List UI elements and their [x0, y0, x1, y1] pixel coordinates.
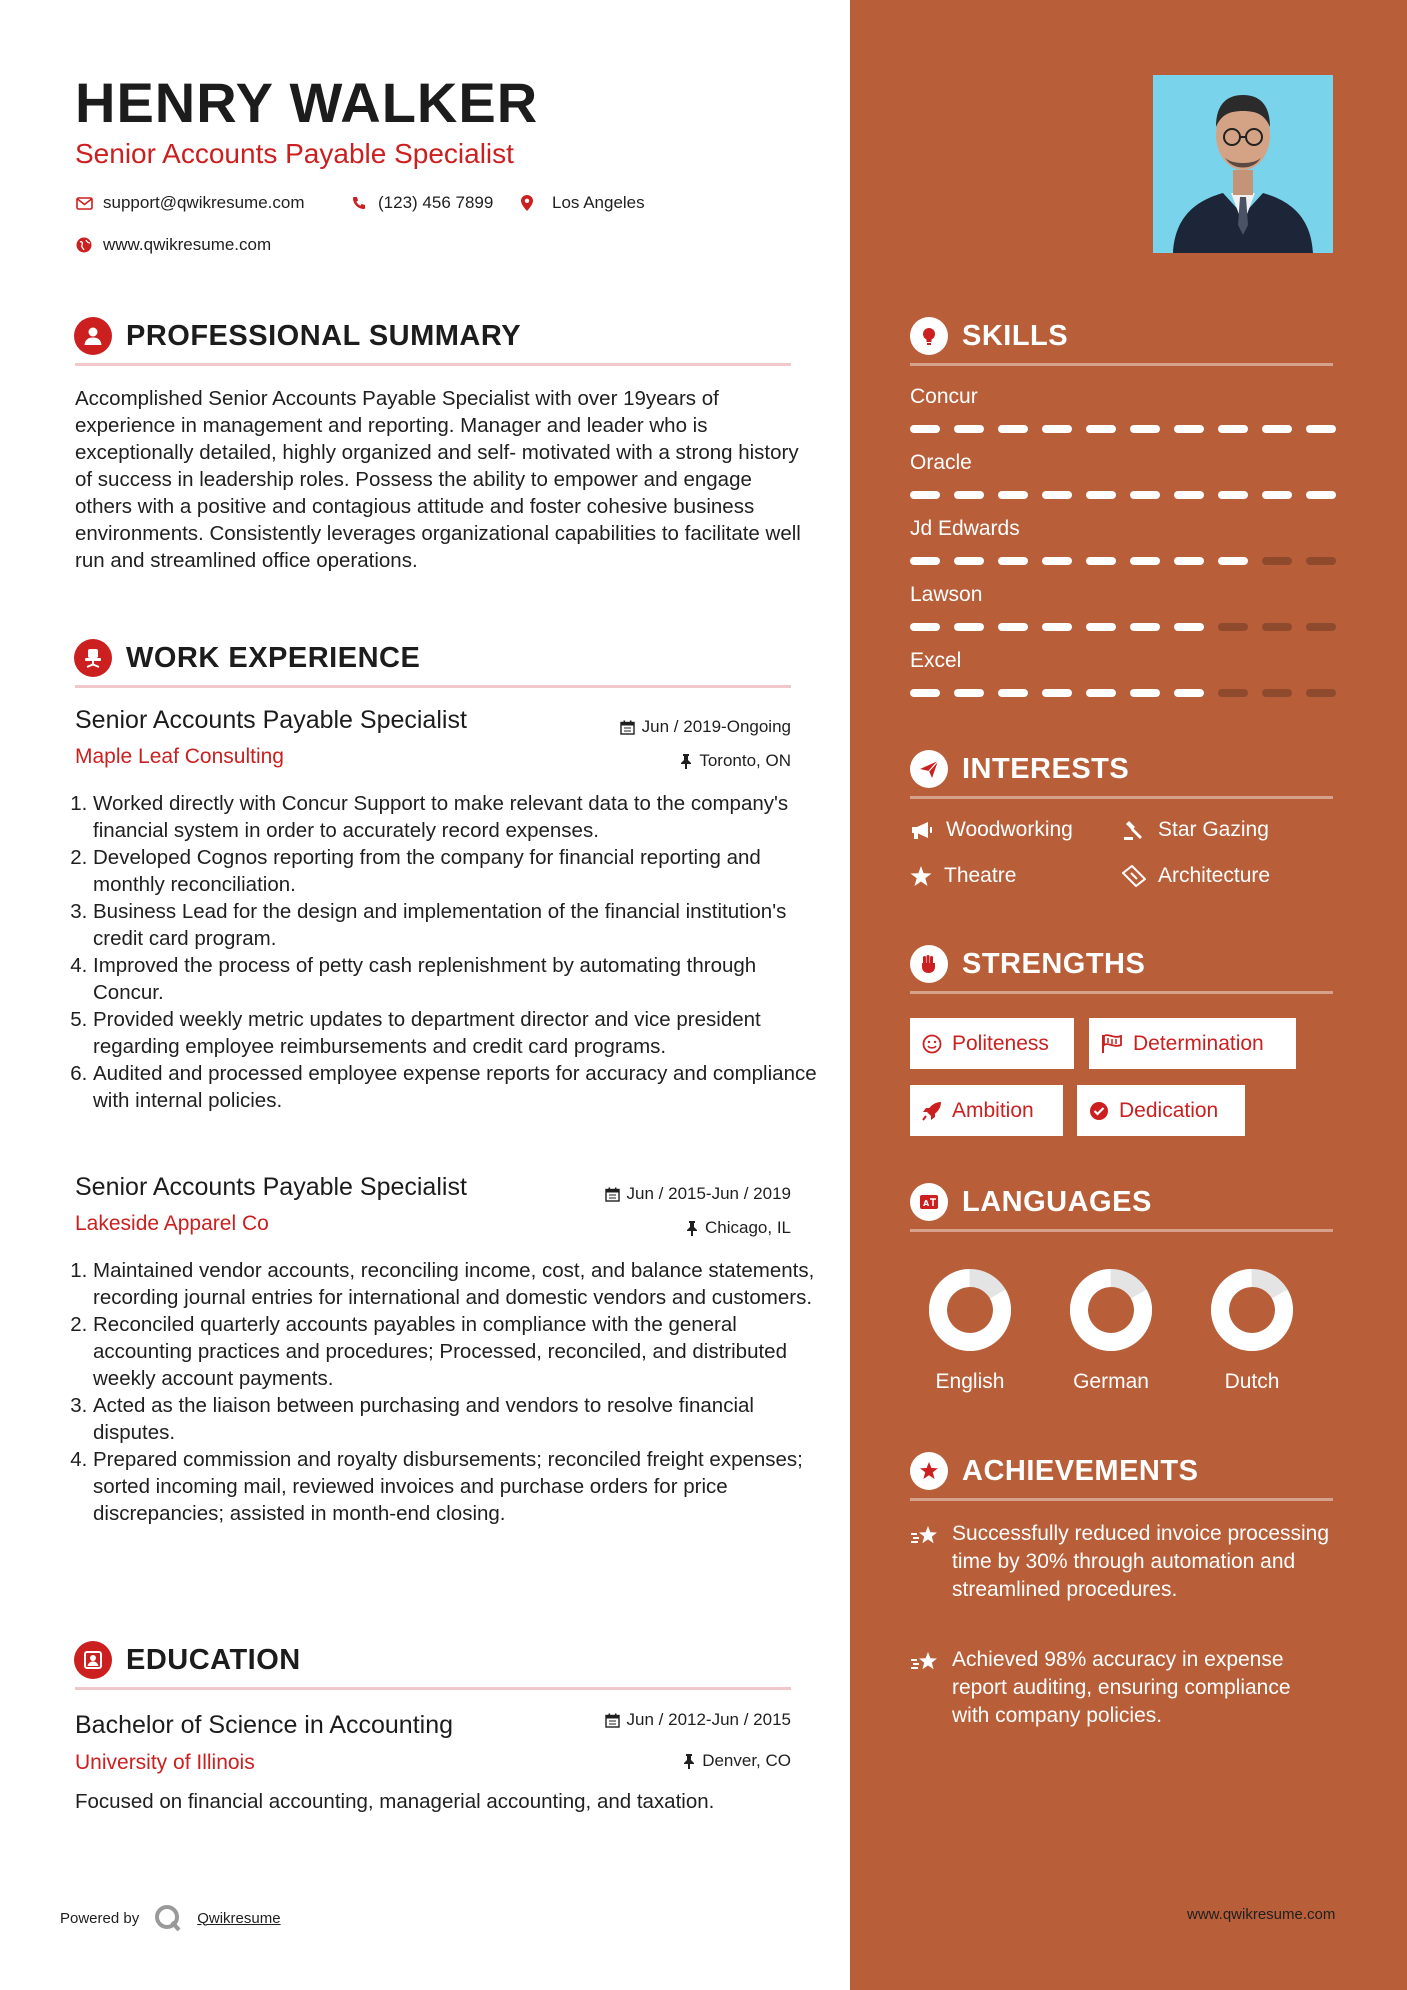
- candidate-role: Senior Accounts Payable Specialist: [75, 138, 514, 169]
- duty-item: 1. Maintained vendor accounts, reconciling income, cost, and balance statements, recording journal entries for international and domestic vendors and customers.: [93, 1257, 823, 1311]
- skill-segment: [1130, 623, 1160, 631]
- flag-icon: [1101, 1034, 1123, 1054]
- skill-segment: [1218, 425, 1248, 433]
- skill-segment: [910, 623, 940, 631]
- contact-email[interactable]: [75, 193, 305, 213]
- star-badge-icon: [910, 1452, 948, 1490]
- skill-name: Jd Edwards: [910, 517, 1020, 540]
- skill-segment: [1042, 689, 1072, 697]
- education-divider: [75, 1687, 791, 1690]
- skill-name: Lawson: [910, 583, 983, 606]
- star-icon: [910, 866, 932, 887]
- job-2-title: Senior Accounts Payable Specialist: [75, 1173, 467, 1201]
- skill-name: Excel: [910, 649, 962, 672]
- interest-item: Star Gazing: [1122, 818, 1269, 842]
- skill-segment: [910, 491, 940, 499]
- skill-segment: [1218, 491, 1248, 499]
- skill-segment: [1086, 491, 1116, 499]
- skill-segment: [1262, 689, 1292, 697]
- job-1-duties: [75, 790, 823, 1114]
- language-label: Dutch: [1224, 1370, 1280, 1393]
- skill-segment: [1306, 557, 1336, 565]
- skills-title: SKILLS: [962, 319, 1069, 352]
- skill-rating-bar: [910, 425, 1336, 433]
- summary-divider: [75, 363, 791, 366]
- education-location: Denver, CO: [560, 1751, 791, 1771]
- skill-segment: [1174, 491, 1204, 499]
- strengths-heading: [910, 945, 1145, 983]
- education-title: EDUCATION: [126, 1643, 301, 1676]
- shooting-star-icon: [910, 1524, 940, 1548]
- job-2-duties: [75, 1257, 823, 1527]
- gavel-icon: [1122, 819, 1146, 841]
- duty-item: 3. Business Lead for the design and implementation of the financial institution's credit card program.: [93, 898, 823, 952]
- skill-segment: [1130, 689, 1160, 697]
- contact-location-text: Los Angeles: [552, 193, 645, 212]
- skill-segment: [1218, 689, 1248, 697]
- megaphone-icon: [910, 820, 934, 840]
- languages-title: LANGUAGES: [962, 1185, 1152, 1218]
- skill-rating-bar: [910, 491, 1336, 499]
- skill-segment: [1306, 425, 1336, 433]
- duty-item: 4. Improved the process of petty cash replenishment by automating through Concur.: [93, 952, 823, 1006]
- achievements-heading: [910, 1452, 1198, 1490]
- svg-text:A: A: [923, 1199, 930, 1208]
- skill-segment: [998, 557, 1028, 565]
- skill-segment: [1174, 557, 1204, 565]
- strength-chip: Dedication: [1077, 1085, 1245, 1136]
- strengths-divider: [910, 991, 1333, 994]
- education-school: University of Illinois: [75, 1751, 255, 1774]
- skill-segment: [1262, 491, 1292, 499]
- achievement-item: Achieved 98% accuracy in expense report auditing, ensuring compliance with company policies.: [910, 1646, 1330, 1730]
- skill-segment: [1262, 623, 1292, 631]
- skill-name: Concur: [910, 385, 978, 408]
- calendar-icon: [620, 720, 635, 735]
- footer-powered-by: Powered by Qwikresume: [60, 1903, 281, 1933]
- skills-heading: [910, 317, 1068, 355]
- skill-rating-bar: [910, 623, 1336, 631]
- pushpin-icon: [680, 754, 692, 769]
- phone-icon: [350, 194, 368, 212]
- skill-segment: [1130, 491, 1160, 499]
- contact-email-text: support@qwikresume.com: [103, 193, 305, 212]
- skill-segment: [1174, 425, 1204, 433]
- envelope-icon: [75, 194, 93, 212]
- skill-name: Oracle: [910, 451, 972, 474]
- lightbulb-icon: [910, 317, 948, 355]
- education-dates: Jun / 2012-Jun / 2015: [540, 1710, 791, 1730]
- translate-icon: [910, 1183, 948, 1221]
- language-rings: [910, 1260, 1333, 1360]
- skill-rating-bar: [910, 689, 1336, 697]
- skill-segment: [954, 623, 984, 631]
- language-label: English: [935, 1370, 1005, 1393]
- contact-phone-text: (123) 456 7899: [378, 193, 494, 212]
- duty-item: 3. Acted as the liaison between purchasing and vendors to resolve financial disputes.: [93, 1392, 823, 1446]
- skill-segment: [1086, 557, 1116, 565]
- rocket-icon: [922, 1101, 942, 1121]
- duty-item: 1. Worked directly with Concur Support to make relevant data to the company's financial system in order to accurately record expenses.: [93, 790, 823, 844]
- pushpin-icon: [686, 1221, 698, 1236]
- contact-website-text: www.qwikresume.com: [103, 235, 272, 254]
- strength-chip: Determination: [1089, 1018, 1296, 1069]
- skill-segment: [1086, 425, 1116, 433]
- skill-segment: [1218, 623, 1248, 631]
- skill-segment: [954, 425, 984, 433]
- interests-heading: [910, 750, 1129, 788]
- skill-segment: [1174, 623, 1204, 631]
- job-1-location: Toronto, ON: [560, 751, 791, 771]
- duty-item: 2. Developed Cognos reporting from the company for financial reporting and monthly reconciliation.: [93, 844, 823, 898]
- shooting-star-icon: [910, 1650, 940, 1674]
- contact-website[interactable]: [75, 235, 271, 255]
- strength-chip: Ambition: [910, 1085, 1063, 1136]
- contact-location: [518, 193, 645, 213]
- job-1-title: Senior Accounts Payable Specialist: [75, 706, 467, 734]
- map-pin-icon: [518, 194, 536, 212]
- education-degree: Bachelor of Science in Accounting: [75, 1711, 454, 1739]
- interest-item: Theatre: [910, 864, 1016, 888]
- education-heading: [74, 1641, 301, 1679]
- office-chair-icon: [74, 639, 112, 677]
- profile-photo: [1153, 75, 1333, 253]
- skill-segment: [910, 689, 940, 697]
- skill-segment: [954, 491, 984, 499]
- user-icon: [74, 317, 112, 355]
- calendar-icon: [605, 1187, 620, 1202]
- achievements-divider: [910, 1498, 1333, 1501]
- footer-website[interactable]: www.qwikresume.com: [1187, 1906, 1336, 1923]
- skill-segment: [1042, 425, 1072, 433]
- skill-segment: [1262, 557, 1292, 565]
- skill-segment: [1042, 623, 1072, 631]
- duty-item: 2. Reconciled quarterly accounts payables in compliance with the general accounting practices and procedures; Processed, reconciled, and distributed weekly account payments.: [93, 1311, 823, 1392]
- pushpin-icon: [683, 1754, 695, 1769]
- achievement-item: Successfully reduced invoice processing time by 30% through automation and streamlined procedures.: [910, 1520, 1330, 1604]
- skill-segment: [1262, 425, 1292, 433]
- interest-item: Woodworking: [910, 818, 1073, 842]
- skill-segment: [1130, 557, 1160, 565]
- smile-icon: [922, 1034, 942, 1054]
- skill-segment: [1086, 689, 1116, 697]
- interests-title: INTERESTS: [962, 752, 1130, 785]
- check-circle-icon: [1089, 1101, 1109, 1121]
- experience-title: WORK EXPERIENCE: [126, 641, 421, 674]
- skill-segment: [1306, 689, 1336, 697]
- globe-icon: [75, 236, 93, 254]
- skill-segment: [1174, 689, 1204, 697]
- skill-segment: [1306, 491, 1336, 499]
- languages-divider: [910, 1229, 1333, 1232]
- education-text: Focused on financial accounting, managerial accounting, and taxation.: [75, 1790, 715, 1813]
- duty-item: 4. Prepared commission and royalty disbursements; reconciled freight expenses; sorted incoming mail, reviewed invoices and purchase orders for price discrepancies; assisted in month-end closing.: [93, 1446, 823, 1527]
- calendar-icon: [605, 1713, 620, 1728]
- duty-item: 5. Provided weekly metric updates to department director and vice president regarding employee reimbursements and credit card programs.: [93, 1006, 823, 1060]
- skill-segment: [910, 425, 940, 433]
- duty-item: 6. Audited and processed employee expense reports for accuracy and compliance with internal policies.: [93, 1060, 823, 1114]
- skill-segment: [998, 491, 1028, 499]
- job-1-company: Maple Leaf Consulting: [75, 745, 284, 768]
- ticket-icon: [1122, 865, 1146, 887]
- skill-segment: [954, 689, 984, 697]
- skill-segment: [998, 623, 1028, 631]
- skill-segment: [954, 557, 984, 565]
- skill-segment: [1042, 557, 1072, 565]
- graduate-icon: [74, 1641, 112, 1679]
- summary-heading: [74, 317, 521, 355]
- skill-segment: [1130, 425, 1160, 433]
- job-2-company: Lakeside Apparel Co: [75, 1212, 269, 1235]
- candidate-name: HENRY WALKER: [75, 71, 539, 134]
- skills-divider: [910, 363, 1333, 366]
- fist-icon: [910, 945, 948, 983]
- interests-divider: [910, 796, 1333, 799]
- summary-title: PROFESSIONAL SUMMARY: [126, 319, 522, 352]
- job-2-location: Chicago, IL: [560, 1218, 791, 1238]
- qwikresume-logo-icon: [153, 1903, 183, 1933]
- skill-segment: [1218, 557, 1248, 565]
- skill-rating-bar: [910, 557, 1336, 565]
- skill-segment: [910, 557, 940, 565]
- strengths-title: STRENGTHS: [962, 947, 1146, 980]
- language-label: German: [1073, 1370, 1149, 1393]
- paper-plane-icon: [910, 750, 948, 788]
- experience-divider: [75, 685, 791, 688]
- job-2-dates: Jun / 2015-Jun / 2019: [540, 1184, 791, 1204]
- summary-text: Accomplished Senior Accounts Payable Specialist with over 19years of experience in management and reporting. Manager and leader who is exceptionally detailed, highly organized and self- motivated with a strong history of success in leadership roles. Possess the ability to empower and engage others with a positive and contagious attitude and foster cohesive business environments. Consistently leverages organizational capabilities to facilitate well run and streamlined office operations.: [75, 387, 801, 572]
- achievements-title: ACHIEVEMENTS: [962, 1454, 1199, 1487]
- skill-segment: [1086, 623, 1116, 631]
- qwikresume-link[interactable]: Qwikresume: [197, 1909, 281, 1927]
- skill-segment: [1306, 623, 1336, 631]
- interest-item: Architecture: [1122, 864, 1270, 888]
- contact-phone[interactable]: [350, 193, 493, 213]
- skill-segment: [998, 425, 1028, 433]
- skill-segment: [1042, 491, 1072, 499]
- experience-heading: [74, 639, 420, 677]
- job-1-dates: Jun / 2019-Ongoing: [560, 717, 791, 737]
- strength-chip: Politeness: [910, 1018, 1074, 1069]
- languages-heading: [910, 1183, 1152, 1221]
- skill-segment: [998, 689, 1028, 697]
